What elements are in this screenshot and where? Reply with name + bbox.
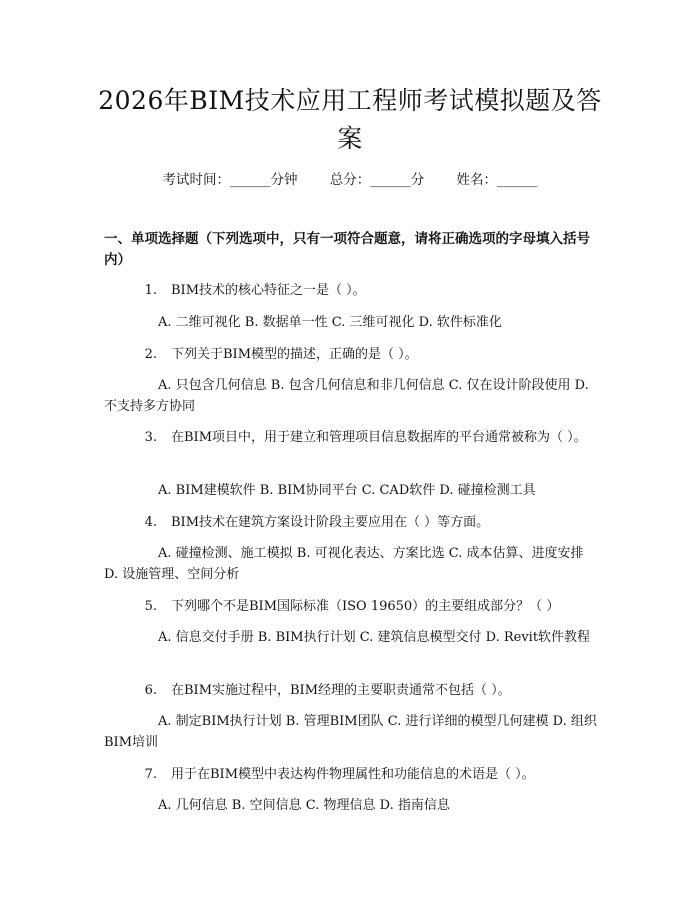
question-stem: 下列哪个不是BIM国际标准（ISO 19650）的主要组成部分？（ ）	[171, 599, 560, 614]
name-field: 姓名：______	[456, 172, 538, 188]
question-4-options: A. 碰撞检测、施工模拟 B. 可视化表达、方案比选 C. 成本估算、进度安排 D. 设施管理、空间分析	[104, 546, 584, 582]
question-number: 7.	[144, 767, 157, 782]
question-6	[104, 680, 600, 701]
question-number: 5.	[144, 599, 157, 614]
exam-time-field: 考试时间：______分钟	[162, 172, 298, 188]
question-number: 6.	[144, 683, 157, 698]
question-number: 1.	[144, 283, 157, 298]
question-number: 3.	[144, 430, 157, 445]
question-5-options: A. 信息交付手册 B. BIM执行计划 C. 建筑信息模型交付 D. Revit软件教程	[158, 630, 591, 645]
section-heading: 一、单项选择题（下列选项中，只有一项符合题意，请将正确选项的字母填入括号内）	[104, 231, 590, 268]
question-stem: 在BIM实施过程中，BIM经理的主要职责通常不包括（ ）。	[171, 683, 511, 698]
question-stem: BIM技术的核心特征之一是（ ）。	[171, 283, 366, 298]
question-number: 2.	[144, 347, 157, 362]
question-number: 4.	[144, 515, 157, 530]
question-stem: 下列关于BIM模型的描述，正确的是（ ）。	[171, 347, 418, 362]
question-2-options: A. 只包含几何信息 B. 包含几何信息和非几何信息 C. 仅在设计阶段使用 D. 不支持多方协同	[104, 378, 589, 414]
question-6-options: A. 制定BIM执行计划 B. 管理BIM团队 C. 进行详细的模型几何建模 D. 组织BIM培训	[104, 714, 597, 750]
question-7-options: A. 几何信息 B. 空间信息 C. 物理信息 D. 指南信息	[158, 798, 450, 813]
question-stem: 用于在BIM模型中表达构件物理属性和功能信息的术语是（ ）。	[171, 767, 535, 782]
question-stem: 在BIM项目中，用于建立和管理项目信息数据库的平台通常被称为（ ）。	[171, 430, 587, 445]
question-2	[104, 344, 600, 365]
question-4	[104, 512, 600, 533]
total-score-field: 总分：______分	[329, 172, 425, 188]
question-5	[104, 596, 600, 617]
question-3	[104, 427, 600, 448]
exam-meta	[0, 168, 700, 188]
question-7	[104, 764, 600, 785]
question-1-options: A. 二维可视化 B. 数据单一性 C. 三维可视化 D. 软件标准化	[158, 315, 502, 330]
question-1	[104, 280, 600, 301]
question-stem: BIM技术在建筑方案设计阶段主要应用在（ ）等方面。	[171, 515, 490, 530]
question-3-options: A. BIM建模软件 B. BIM协同平台 C. CAD软件 D. 碰撞检测工具	[158, 483, 536, 498]
page-title: 2026年BIM技术应用工程师考试模拟题及答案	[98, 86, 602, 153]
